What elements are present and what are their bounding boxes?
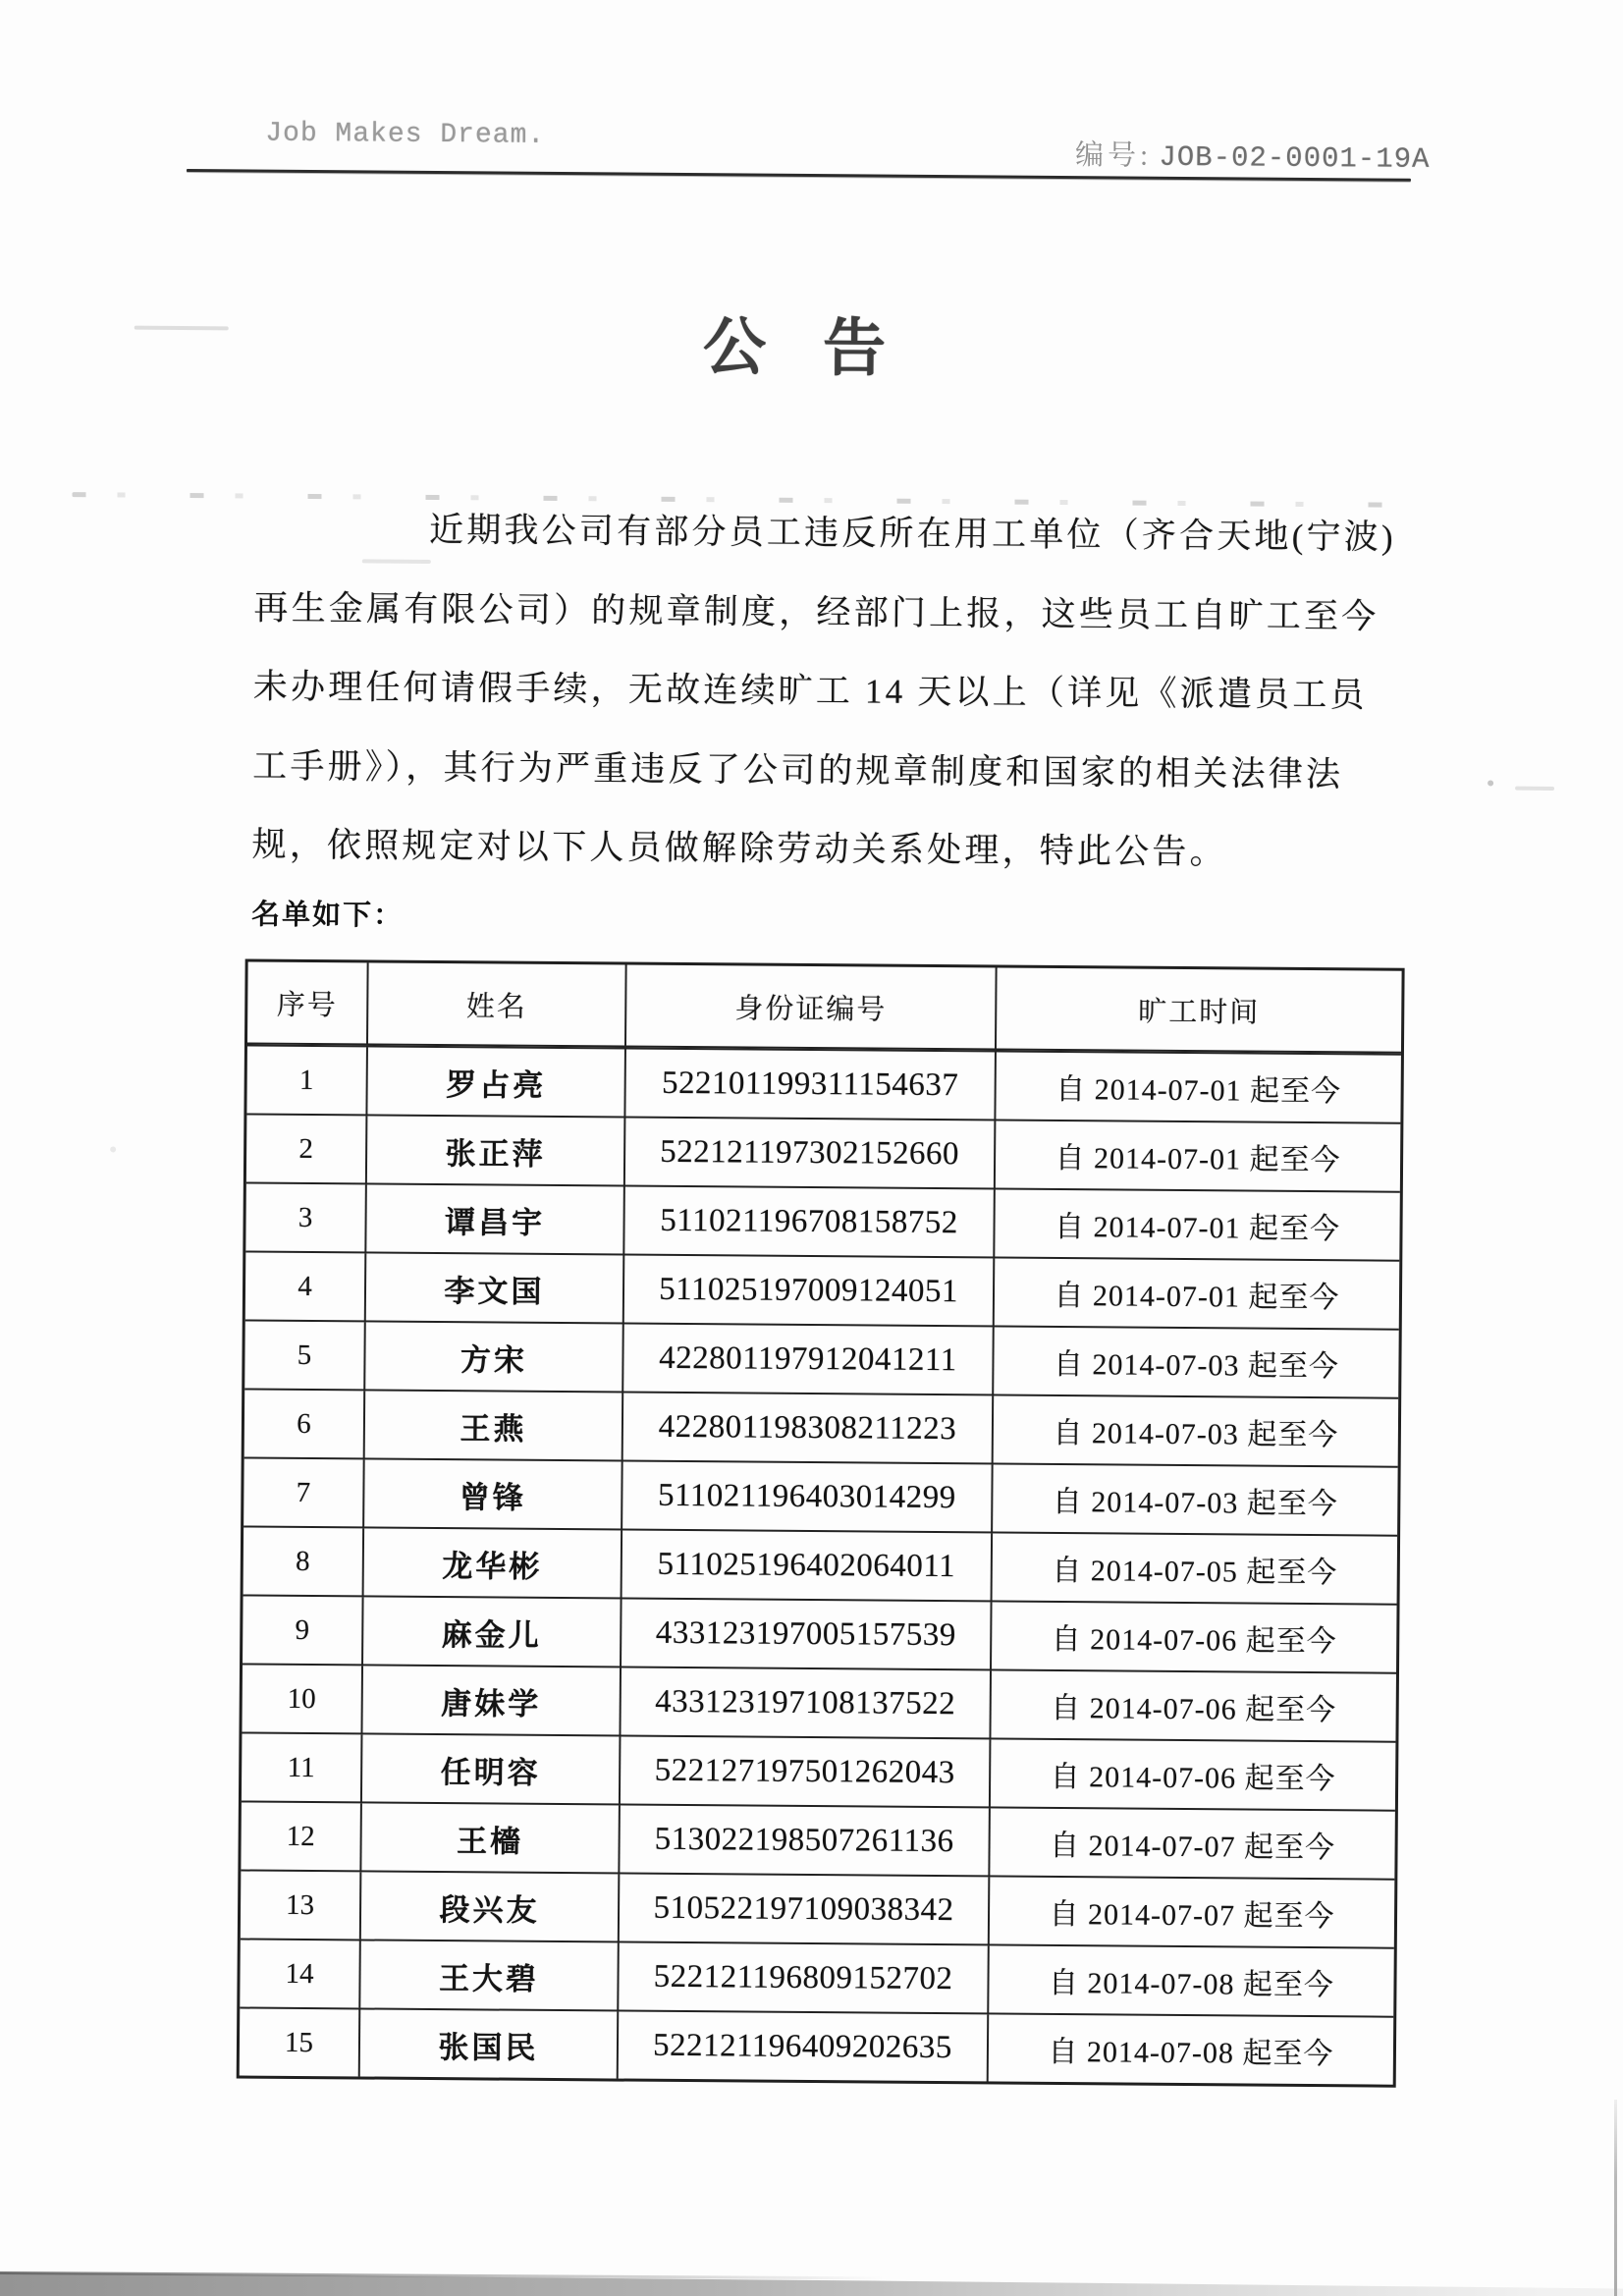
table-row: [241, 1800, 1395, 1878]
row-index-cell: 15: [284, 2026, 314, 2058]
notice-body-paragraph: [251, 490, 1405, 895]
table-row: [240, 2006, 1394, 2084]
dismissal-table: [237, 958, 1405, 2087]
id-number-cell: 511025197009124051: [622, 1256, 994, 1326]
paragraph-line: 未办理任何请假手续，无故连续旷工 14 天以上（详见《派遣员工员: [252, 667, 1368, 715]
absence-period-cell: 自 2014-07-01 起至今: [993, 1189, 1400, 1259]
row-index-cell: 13: [285, 1888, 315, 1921]
table-row: [242, 1731, 1396, 1809]
row-index-cell: 6: [297, 1407, 311, 1440]
employee-name-cell: 唐妹学: [360, 1666, 620, 1734]
notice-table-body: [240, 1045, 1401, 2085]
employee-name-cell: 王燕: [363, 1391, 622, 1459]
table-row: [243, 1594, 1397, 1671]
absence-period-cell: 自 2014-07-07 起至今: [988, 1877, 1395, 1946]
table-row: [245, 1251, 1400, 1329]
row-index-cell: 11: [287, 1751, 315, 1783]
id-number-cell: 522121197302152660: [623, 1119, 995, 1188]
id-number-cell: 433123197005157539: [620, 1600, 991, 1669]
id-number-cell: 522121196409202635: [617, 2012, 988, 2082]
employee-name-cell: 任明容: [360, 1734, 620, 1803]
table-row: [243, 1525, 1398, 1603]
employee-name-cell: 段兴友: [359, 1872, 619, 1941]
document-number-value: JOB-02-0001-19A: [1159, 140, 1431, 176]
table-header-row: [247, 962, 1402, 1054]
row-index-cell: 9: [295, 1613, 310, 1646]
row-index-cell: 4: [298, 1270, 312, 1302]
absence-period-cell: 自 2014-07-06 起至今: [989, 1739, 1396, 1809]
paragraph-line: 近期我公司有部分员工违反所在用工单位（齐合天地(宁波): [428, 510, 1396, 557]
absence-period-cell: 自 2014-07-08 起至今: [987, 1945, 1394, 2015]
id-number-cell: 522101199311154637: [623, 1050, 995, 1120]
table-row: [246, 1045, 1401, 1122]
column-header-index: 序号: [276, 989, 338, 1021]
paragraph-line: 工手册》），其行为严重违反了公司的规章制度和国家的相关法律法: [252, 746, 1344, 793]
scan-artifact-speck: [1488, 780, 1493, 786]
document-number-label: 编号:: [1074, 139, 1153, 172]
absence-period-cell: 自 2014-07-01 起至今: [994, 1121, 1401, 1190]
table-row: [241, 1869, 1395, 1946]
absence-period-cell: 自 2014-07-03 起至今: [991, 1464, 1398, 1534]
column-header-absence-period: 旷工时间: [995, 967, 1402, 1051]
employee-name-cell: 王大碧: [358, 1941, 618, 2009]
absence-period-cell: 自 2014-07-01 起至今: [993, 1258, 1400, 1328]
row-index-cell: 7: [296, 1476, 311, 1508]
id-number-cell: 433123197108137522: [619, 1668, 990, 1738]
column-header-name: 姓名: [366, 962, 625, 1045]
page-title: 公 告: [702, 312, 893, 384]
row-index-cell: 12: [286, 1820, 315, 1852]
row-index-cell: 8: [295, 1545, 310, 1577]
employee-name-cell: 张国民: [358, 2009, 618, 2078]
row-index-cell: 1: [298, 1064, 314, 1096]
scan-artifact-dash: [1515, 787, 1554, 791]
table-row: [245, 1182, 1400, 1260]
employee-name-cell: 龙华彬: [362, 1528, 622, 1597]
scan-right-edge-line: [1614, 2100, 1617, 2296]
employee-name-cell: 王檣: [359, 1803, 619, 1872]
header-slogan: Job Makes Dream.: [265, 118, 546, 151]
paragraph-line: 再生金属有限公司）的规章制度，经部门上报，这些员工自旷工至今: [253, 588, 1380, 636]
absence-period-cell: 自 2014-07-06 起至今: [989, 1670, 1396, 1740]
table-row: [240, 1938, 1394, 2015]
absence-period-cell: 自 2014-07-03 起至今: [992, 1327, 1399, 1396]
id-number-cell: 422801198308211223: [622, 1394, 993, 1463]
table-row: [244, 1320, 1399, 1397]
column-header-id-number: 身份证编号: [624, 965, 996, 1049]
id-number-cell: 511021196403014299: [621, 1462, 992, 1532]
table-row: [246, 1114, 1401, 1191]
table-row: [244, 1389, 1399, 1466]
list-intro-label: 名单如下：: [250, 899, 405, 932]
row-index-cell: 5: [297, 1339, 312, 1371]
paragraph-line: 规，依照规定对以下人员做解除劳动关系处理，特此公告。: [251, 825, 1227, 872]
id-number-cell: 510522197109038342: [618, 1875, 989, 1944]
absence-period-cell: 自 2014-07-03 起至今: [992, 1395, 1399, 1465]
absence-period-cell: 自 2014-07-07 起至今: [988, 1808, 1395, 1878]
row-index-cell: 14: [285, 1957, 314, 1990]
id-number-cell: 513022198507261136: [618, 1806, 989, 1876]
employee-name-cell: 李文国: [364, 1253, 623, 1322]
employee-name-cell: 方宋: [363, 1322, 622, 1391]
table-row: [243, 1457, 1398, 1535]
id-number-cell: 522127197501262043: [619, 1737, 990, 1807]
absence-period-cell: 自 2014-07-06 起至今: [990, 1602, 1397, 1671]
absence-period-cell: 自 2014-07-08 起至今: [987, 2014, 1394, 2084]
id-number-cell: 511025196402064011: [621, 1531, 992, 1601]
employee-name-cell: 曾锋: [362, 1459, 622, 1528]
id-number-cell: 422801197912041211: [622, 1325, 993, 1394]
document-number: [1075, 133, 1431, 176]
row-index-cell: 2: [298, 1132, 314, 1165]
employee-name-cell: 张正萍: [365, 1116, 624, 1184]
employee-name-cell: 谭昌宇: [364, 1184, 623, 1253]
scan-artifact-speck: [110, 1146, 116, 1152]
absence-period-cell: 自 2014-07-01 起至今: [994, 1052, 1401, 1121]
row-index-cell: 10: [287, 1682, 316, 1715]
absence-period-cell: 自 2014-07-05 起至今: [991, 1533, 1398, 1603]
id-number-cell: 522121196809152702: [617, 1943, 988, 2013]
employee-name-cell: 麻金儿: [361, 1597, 621, 1666]
row-index-cell: 3: [298, 1201, 313, 1233]
employee-name-cell: 罗占亮: [365, 1047, 624, 1116]
id-number-cell: 511021196708158752: [622, 1187, 994, 1257]
table-row: [242, 1663, 1396, 1740]
